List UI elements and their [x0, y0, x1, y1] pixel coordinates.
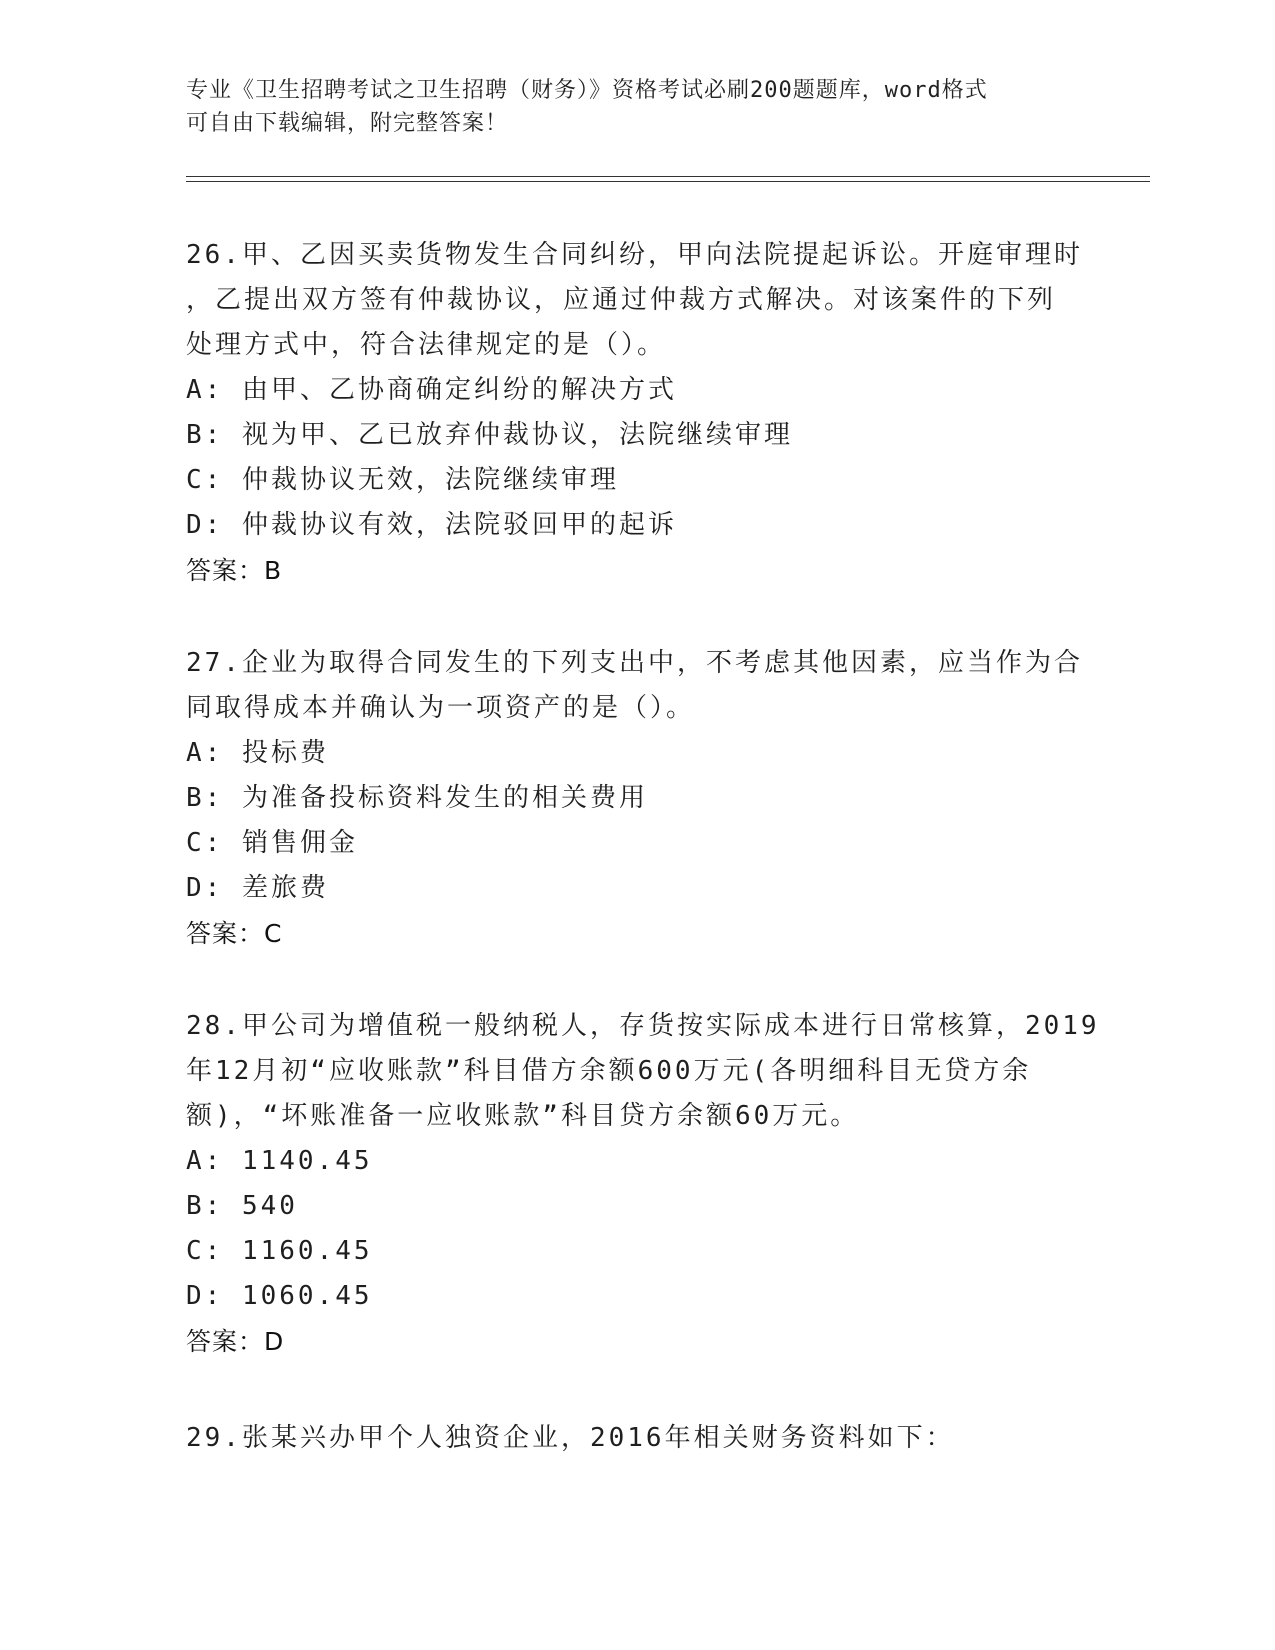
- question-stem-line: ，乙提出双方签有仲裁协议，应通过仲裁方式解决。对该案件的下列: [186, 285, 1057, 315]
- question-stem-line: 年12月初“应收账款”科目借方余额600万元(各明细科目无贷方余: [186, 1056, 1032, 1086]
- header-divider-bottom: [186, 181, 1150, 182]
- question-29: [186, 1416, 1086, 1461]
- option-c: C: 仲裁协议无效，法院继续审理: [186, 465, 619, 495]
- question-stem-line: 27.企业为取得合同发生的下列支出中，不考虑其他因素，应当作为合: [186, 648, 1083, 678]
- question-27: [186, 641, 1086, 957]
- option-b: B: 为准备投标资料发生的相关费用: [186, 783, 648, 813]
- option-d: D: 仲裁协议有效，法院驳回甲的起诉: [186, 510, 677, 540]
- option-c: C: 1160.45: [186, 1236, 373, 1266]
- option-b: B: 视为甲、乙已放弃仲裁协议，法院继续审理: [186, 420, 793, 450]
- option-c: C: 销售佣金: [186, 828, 358, 858]
- option-d: D: 差旅费: [186, 873, 329, 903]
- question-26: [186, 233, 1086, 594]
- question-28: [186, 1004, 1100, 1365]
- option-b: B: 540: [186, 1191, 298, 1221]
- header-divider-top: [186, 176, 1150, 177]
- option-d: D: 1060.45: [186, 1281, 373, 1311]
- answer-label: 答案：D: [186, 1327, 285, 1356]
- answer-label: 答案：C: [186, 919, 283, 948]
- question-stem-line: 26.甲、乙因买卖货物发生合同纠纷，甲向法院提起诉讼。开庭审理时: [186, 240, 1083, 270]
- question-stem-line: 额)，“坏账准备一应收账款”科目贷方余额60万元。: [186, 1101, 860, 1131]
- option-a: A: 投标费: [186, 738, 329, 768]
- answer-label: 答案：B: [186, 556, 283, 585]
- question-stem-line: 28.甲公司为增值税一般纳税人，存货按实际成本进行日常核算，2019: [186, 1011, 1100, 1041]
- header-title-line-1: 专业《卫生招聘考试之卫生招聘（财务）》资格考试必刷200题题库，word格式: [186, 78, 988, 103]
- option-a: A: 1140.45: [186, 1146, 373, 1176]
- question-stem-line: 29.张某兴办甲个人独资企业，2016年相关财务资料如下：: [186, 1423, 955, 1453]
- document-header: [186, 74, 1076, 140]
- option-a: A: 由甲、乙协商确定纠纷的解决方式: [186, 375, 677, 405]
- question-stem-line: 处理方式中，符合法律规定的是（）。: [186, 330, 667, 360]
- header-title-line-2: 可自由下载编辑，附完整答案！: [186, 111, 509, 136]
- question-stem-line: 同取得成本并确认为一项资产的是（）。: [186, 693, 696, 723]
